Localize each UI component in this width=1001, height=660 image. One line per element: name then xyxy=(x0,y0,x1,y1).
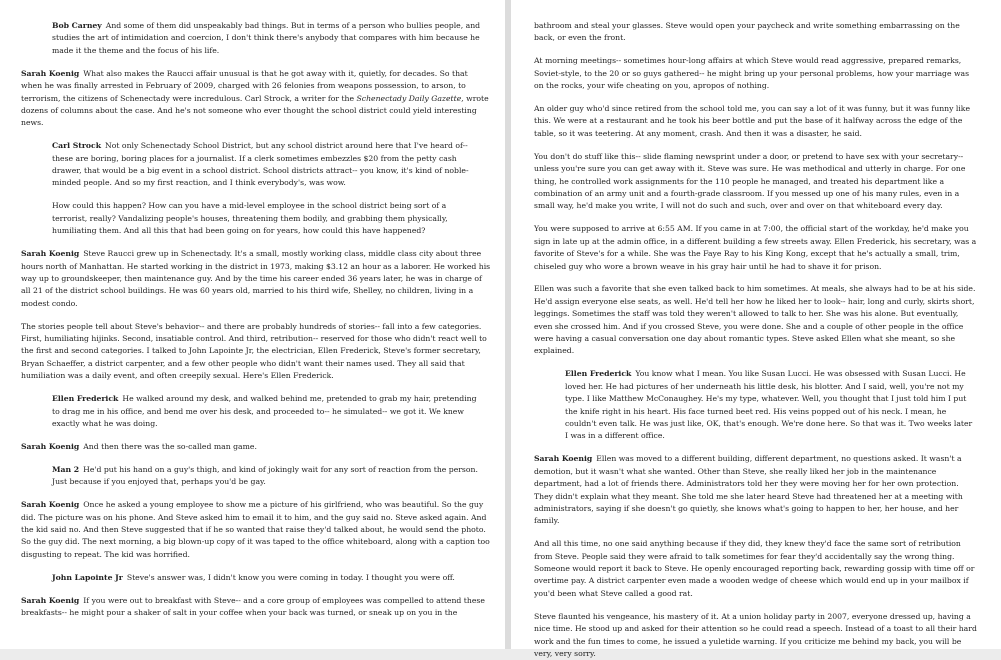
transcript-paragraph xyxy=(534,538,979,600)
speaker-name: John Lapointe Jr xyxy=(52,572,123,582)
paragraph-text: At morning meetings-- sometimes hour-long affairs at which Steve would read aggressive, prepared remarks, Soviet-style, to the 20 or so guys gathered-- he might bring up your personal problems, how your marriage was on the rocks, your wife cheating on you, apropos of nothing. xyxy=(534,56,970,91)
speaker-name: Sarah Koenig xyxy=(21,249,80,259)
transcript-paragraph xyxy=(21,68,491,130)
transcript-paragraph xyxy=(21,321,491,383)
transcript-paragraph xyxy=(52,572,483,584)
paragraph-text: Steve flaunted his vengeance, his mastery of it. At a union holiday party in 2007, everyone dressed up, having a nice time. He stood up and asked for their attention so he could read a speech. Instead of a toast to all their hard work and the fun times to come, he issued a yuletide warning. If you criticize me behind my back, you will be very, very sorry. xyxy=(534,611,977,658)
transcript-paragraph xyxy=(534,55,979,92)
paragraph-text: Not only Schenectady School District, but any school district around here that I've heard of-- these are boring, boring places for a journalist. If a clerk sometimes embezzles $20 from the petty cash drawer, that would be a big event in a school district. School districts attract-- you know, it's kind of noble-minded people. And so my first reaction, and I think everybody's, was wow. xyxy=(52,141,469,188)
speaker-name: Sarah Koenig xyxy=(534,454,593,464)
paragraph-text: And some of them did unspeakably bad things. But in terms of a person who bullies people, and studies the art of intimidation and coercion, I don't think there's anybody that compares with him because he made it the theme and the focus of his life. xyxy=(52,21,481,55)
speaker-name: Man 2 xyxy=(52,464,80,474)
paragraph-text: He walked around my desk, and walked behind me, pretended to grab my hair, pretending to drag me in his office, and bend me over his desk, and proceeded to-- he simulated-- we got it. We knew exactly what he was doing. xyxy=(52,394,477,428)
speaker-name: Sarah Koenig xyxy=(21,441,80,451)
transcript-paragraph xyxy=(534,223,979,273)
speaker-name: Bob Carney xyxy=(52,21,102,30)
paragraph-text: You were supposed to arrive at 6:55 AM. If you came in at 7:00, the official start of the workday, he'd make you sign in late up at the admin office, in a different building a few streets away. Ellen Frederick, his secretary, was a favorite of Steve's for a while. She was the Faye Ray to his King Kong, except that he's actually a small, trim, chiseled guy who wore a brown weave in his gray hair until he had to shave it for prison. xyxy=(534,224,977,271)
transcript-paragraph xyxy=(21,441,491,453)
paragraph-text: How could this happen? How can you have a mid-level employee in the school district being sort of a terrorist, really? Vandalizing people's houses, threatening them bodily, and grabbing them physically, humiliating them. And all this that had been going on for years, how could this have happened? xyxy=(52,201,448,236)
speaker-name: Ellen Frederick xyxy=(52,394,119,404)
paragraph-text: You don't do stuff like this-- slide flaming newsprint under a door, or pretend to have sex with your secretary-- unless you're sure you can get away with it. Steve was sure. He was methodical and utterly in charge. For one thing, he controlled work assignments for the 110 people he managed, and treated his department like a combination of an army unit and a fourth-grade classroom. If you messed up one of his many rules, even in a small way, he'd make you write, I will not do such and such, over and over on that whiteboard every day. xyxy=(534,151,966,211)
transcript-paragraph xyxy=(534,611,979,660)
transcript-paragraph xyxy=(52,140,483,190)
paragraph-text: You know what I mean. You like Susan Lucci. He was obsessed with Susan Lucci. He loved her. He had pictures of her underneath his little desk, his blotter. And I said, well, you're not my type. I like Matthew McConaughey. He's my type, whatever. Well, you thought that I just told him I put the knife right in his heart. His face turned beet red. His veins popped out of his neck. I mean, he couldn't even talk. He was just like, OK, that's enough. We're done here. So that was it. Two weeks later I was in a different office. xyxy=(565,369,973,441)
publication-title: Schenectady Daily Gazette, xyxy=(356,93,464,103)
left-page xyxy=(0,0,505,649)
paragraph-text: Once he asked a young employee to show me a picture of his girlfriend, who was beautiful. So the guy did. The picture was on his phone. And Steve asked him to email it to him, and the guy said no. Steve asked again. And the kid said no. And then Steve suggested that if he so wanted that raise they'd talked about, he would send the photo. So the guy did. The next morning, a big blown-up copy of it was taped to the office whiteboard, along with a caption too disgusting to repeat. The kid was horrified. xyxy=(21,500,490,559)
paragraph-text: The stories people tell about Steve's behavior-- and there are probably hundreds of stories-- fall into a few categories. First, humiliating hijinks. Second, insatiable control. And third, retribution-- reserved for those who didn't react well to the first and second categories. I talked to John Lapointe Jr, the electrician, Ellen Frederick, Steve's former secretary, Bryan Schaeffer, a district carpenter, and a few other people who didn't want their names used. They all said that humiliation was a daily event, and often creepily sexual. Here's Ellen Frederick. xyxy=(21,321,487,381)
transcript-paragraph xyxy=(534,20,979,45)
paragraph-text: Ellen was such a favorite that she even talked back to him sometimes. At meals, she always had to be at his side. He'd assign everyone else seats, as well. He'd tell her how he liked her to look-- hair, long and curly, skirts short, leggings. Sometimes the staff was told they weren't allowed to talk to her. She was his alone. But eventually, even she crossed him. And if you crossed Steve, you were done. She and a couple of other people in the office were having a casual conversation one day about romantic types. Steve asked Ellen what she meant, so she explained. xyxy=(534,284,976,356)
transcript-paragraph xyxy=(534,103,979,140)
paragraph-text: Steve Raucci grew up in Schenectady. It's a small, mostly working class, middle class city about three hours north of Manhattan. He started working in the district in 1973, making $3.12 an hour as a laborer. He worked his way up to groundskeeper, then maintenance guy. And by the time his career ended 36 years later, he was in charge of all 21 of the district school buildings. He was 60 years old, married to his third wife, Shelley, no children, living in a modest condo. xyxy=(21,249,491,308)
transcript-paragraph xyxy=(52,464,483,489)
paragraph-text: If you were out to breakfast with Steve-- and a core group of employees was compelled to attend these breakfasts-- he might pour a shaker of salt in your coffee when your back was turned, or sneak up on you in the xyxy=(21,595,485,617)
speaker-name: Carl Strock xyxy=(52,141,102,151)
right-page xyxy=(511,0,1001,658)
transcript-paragraph xyxy=(52,393,483,430)
paragraph-text: bathroom and steal your glasses. Steve would open your paycheck and write something embarrassing on the back, or even the front. xyxy=(534,21,960,43)
paragraph-text: Steve's answer was, I didn't know you were coming in today. I thought you were off. xyxy=(126,572,455,582)
transcript-paragraph xyxy=(534,151,979,213)
transcript-paragraph xyxy=(52,20,483,57)
speaker-name: Ellen Frederick xyxy=(565,369,632,379)
paragraph-text: Ellen was moved to a different building, different department, no questions asked. It wasn't a demotion, but it wasn't what she wanted. Other than Steve, she really liked her job in the maintenance department, had a lot of friends there. Administrators told her they were moving her for her own protection. They didn't explain what they meant. She told me she later heard Steve had threatened her at a meeting with administrators, saying if she doesn't go quietly, she knows what's going to happen to her, her house, and her family. xyxy=(534,454,963,526)
transcript-paragraph xyxy=(21,595,491,620)
transcript-paragraph xyxy=(565,368,977,442)
transcript-paragraph xyxy=(52,200,483,237)
speaker-name: Sarah Koenig xyxy=(21,500,80,510)
transcript-paragraph xyxy=(21,248,491,310)
paragraph-text: wrote dozens of columns about the case. And he's not someone who ever thought the school district could yield interesting news. xyxy=(21,93,489,128)
paragraph-text: And then there was the so-called man game. xyxy=(83,441,257,451)
transcript-paragraph xyxy=(21,499,491,561)
paragraph-text: And all this time, no one said anything because if they did, they knew they'd face the same sort of retribution from Steve. People said they were afraid to talk sometimes for fear they'd accidentally say the wrong thing. Someone would report it back to Steve. He openly encouraged reporting back, rewarding gossip with time off or overtime pay. A district carpenter even made a wooden wedge of cheese which would end up in your mailbox if you'd been what Steve called a good rat. xyxy=(534,539,975,598)
transcript-paragraph xyxy=(534,453,979,527)
speaker-name: Sarah Koenig xyxy=(21,68,80,78)
paragraph-text: He'd put his hand on a guy's thigh, and kind of jokingly wait for any sort of reaction from the person. Just because if you enjoyed that, perhaps you'd be gay. xyxy=(52,464,478,487)
paragraph-text: What also makes the Raucci affair unusual is that he got away with it, quietly, for decades. So that when he was finally arrested in February of 2009, charged with 26 felonies from weapons possession, to arson, to terrorism, the citizens of Schenectady were incredulous. Carl Strock, a writer for the xyxy=(21,68,468,103)
speaker-name: Sarah Koenig xyxy=(21,595,80,605)
paragraph-text: An older guy who'd since retired from the school told me, you can say a lot of it was funny, but it was funny like this. We were at a restaurant and he took his beer bottle and put the base of it halfway across the edge of the table, so it was teetering. At any moment, crash. And then it was a disaster, he said. xyxy=(534,104,971,138)
transcript-paragraph xyxy=(534,283,979,357)
